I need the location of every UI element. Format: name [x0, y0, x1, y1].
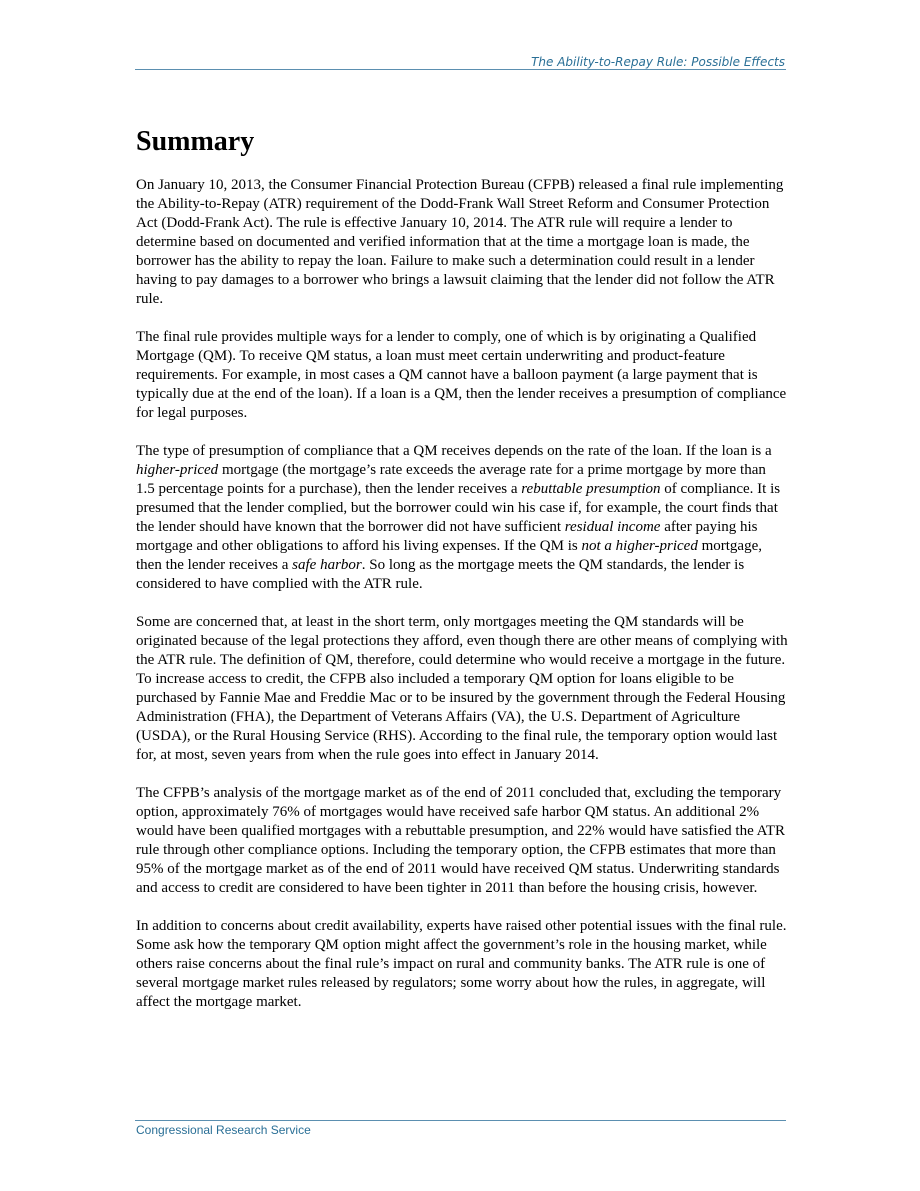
paragraph-3-text: after paying his mortgage and other obligations to afford his living expenses. If the QM is [136, 519, 758, 554]
paragraph-3-text: mortgage (the mortgage’s rate exceeds the average rate for a prime mortgage by more than 1.5 percentage points for a purchase), then the lender receives a [136, 462, 766, 497]
paragraph-3-text: . So long as the mortgage meets the QM standards, the lender is considered to have complied with the ATR rule. [136, 557, 745, 592]
paragraph-3-text: of compliance. It is presumed that the lender complied, but the borrower could win his case if, for example, the court finds that the lender should have known that the borrower did not have sufficient [136, 481, 781, 535]
emphasis-higher-priced: higher-priced [136, 462, 219, 478]
summary-body [136, 176, 788, 1012]
footer-divider [135, 1120, 786, 1121]
emphasis-residual-income: residual income [564, 519, 661, 535]
page-title: Summary [136, 126, 255, 157]
paragraph-4: Some are concerned that, at least in the short term, only mortgages meeting the QM standards will be originated because of the legal protections they afford, even though there are other means of complying with the ATR rule. The definition of QM, therefore, could determine who would receive a mortgage in the future. To increase access to credit, the CFPB also included a temporary QM option for loans eligible to be purchased by Fannie Mae and Freddie Mac or to be insured by the government through the Federal Housing Administration (FHA), the Department of Veterans Affairs (VA), the U.S. Department of Agriculture (USDA), or the Rural Housing Service (RHS). According to the final rule, the temporary option would last for, at most, seven years from when the rule goes into effect in January 2014. [136, 614, 788, 763]
header-divider [135, 69, 786, 70]
paragraph-3-text: mortgage, then the lender receives a [136, 538, 762, 573]
paragraph-3 [136, 442, 788, 594]
emphasis-not-higher-priced: not a higher-priced [581, 538, 698, 554]
footer-organization: Congressional Research Service [136, 1123, 311, 1137]
emphasis-safe-harbor: safe harbor [292, 557, 362, 573]
paragraph-1: On January 10, 2013, the Consumer Financial Protection Bureau (CFPB) released a final rule implementing the Ability-to-Repay (ATR) requirement of the Dodd-Frank Wall Street Reform and Consumer Protection Act (Dodd-Frank Act). The rule is effective January 10, 2014. The ATR rule will require a lender to determine based on documented and verified information that at the time a mortgage loan is made, the borrower has the ability to repay the loan. Failure to make such a determination could result in a lender having to pay damages to a borrower who brings a lawsuit claiming that the lender did not follow the ATR rule. [136, 177, 784, 307]
paragraph-6: In addition to concerns about credit availability, experts have raised other potential issues with the final rule. Some ask how the temporary QM option might affect the government’s role in the housing market, while others raise concerns about the final rule’s impact on rural and community banks. The ATR rule is one of several mortgage market rules released by regulators; some worry about how the rules, in aggregate, will affect the mortgage market. [136, 918, 787, 1010]
running-header-title: The Ability-to-Repay Rule: Possible Effects [531, 55, 785, 69]
emphasis-rebuttable-presumption: rebuttable presumption [521, 481, 661, 497]
paragraph-2: The final rule provides multiple ways for a lender to comply, one of which is by originating a Qualified Mortgage (QM). To receive QM status, a loan must meet certain underwriting and product-feature requirements. For example, in most cases a QM cannot have a balloon payment (a large payment that is typically due at the end of the loan). If a loan is a QM, then the lender receives a presumption of compliance for legal purposes. [136, 329, 787, 421]
paragraph-3-text: The type of presumption of compliance that a QM receives depends on the rate of the loan. If the loan is a [136, 443, 772, 459]
paragraph-5: The CFPB’s analysis of the mortgage market as of the end of 2011 concluded that, excluding the temporary option, approximately 76% of mortgages would have received safe harbor QM status. An additional 2% would have been qualified mortgages with a rebuttable presumption, and 22% would have satisfied the ATR rule through other compliance options. Including the temporary option, the CFPB estimates that more than 95% of the mortgage market as of the end of 2011 would have received QM status. Underwriting standards and access to credit are considered to have been tighter in 2011 than before the housing crisis, however. [136, 785, 786, 896]
